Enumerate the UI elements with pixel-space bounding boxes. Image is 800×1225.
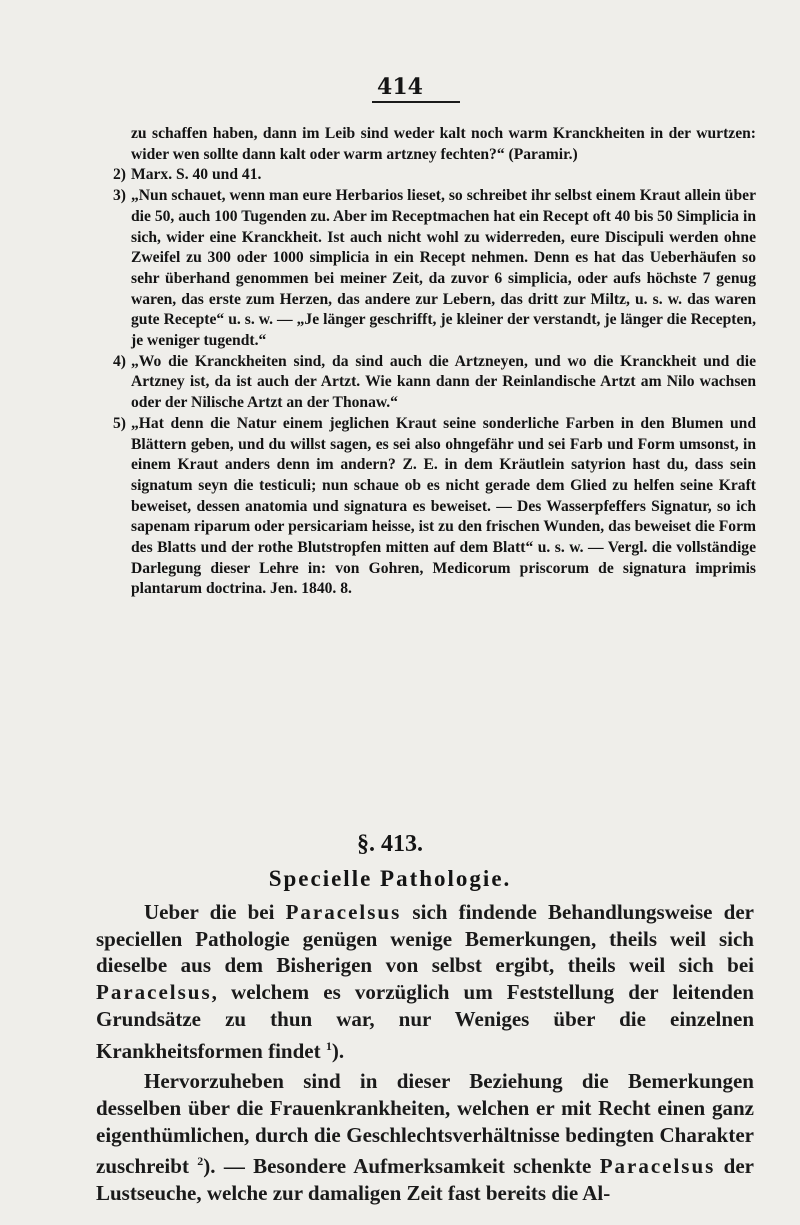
author-name: Paracelsus <box>285 900 402 924</box>
footnote-number: 4) <box>113 352 126 370</box>
paragraph-1 <box>96 899 754 1064</box>
footnote-number: 5) <box>113 414 126 432</box>
footnote-2 <box>113 165 756 186</box>
text-run: , welchem es vorzüglich um Feststellung der leitenden Grundsätze zu thun war, nur Weniges über die einzelnen Krankheitsformen findet <box>96 980 754 1063</box>
footnote-text: zu schaffen haben, dann im Leib sind weder kalt noch warm Kranckheiten in der wurtzen: wider wen sollte dann kalt oder warm artzney fechten?“ (Paramir.) <box>131 125 756 163</box>
footnote-3 <box>113 186 756 352</box>
footnote-text: „Hat denn die Natur einem jeglichen Kraut seine sonderliche Farben in den Blumen und Blättern geben, und du willst sagen, es sei also ohngefähr und sei Farb und Form umsonst, in einem Kraut anders denn im andern? Z. E. in dem Kräutlein satyrion hast du, dass sein signatum seyn die testiculi; nun schaue ob es nicht gerade dem Glied zu helfen seine Kraft beweiset, dessen anatomia und signatura es beweiset. — Des Wasserpfeffers Signatur, so ich sapenam riparum oder persicariam heisse, ist zu den frischen Wunden, das beweiset die Form des Blatts und der rothe Blutstropfen mitten auf dem Blatt“ u. s. w. — Vergl. die vollständige Darlegung dieser Lehre in: von Gohren, Medicorum priscorum de signatura imprimis plantarum doctrina. Jen. 1840. 8. <box>131 414 756 598</box>
footnote-ref: 2 <box>197 1154 204 1169</box>
section-title: Specielle Pathologie. <box>268 866 512 891</box>
author-name: Paracelsus <box>599 1154 716 1179</box>
footnote-ref: 1 <box>325 1038 332 1053</box>
footnote-text: „Wo die Kranckheiten sind, da sind auch die Artzneyen, und wo die Kranckheit und die Artzney ist, da ist auch der Artzt. Wie kann dann der Reinlandische Artzt am Nilo wachsen oder der Nilische Artzt an der Thonaw.“ <box>131 352 756 412</box>
text-run: ). — Besondere Aufmerksamkeit schenkte <box>203 1154 600 1179</box>
text-run: der Lustseuche, welche zur damaligen Zeit fast bereits die Al- <box>96 1154 754 1206</box>
section-number: §. 413. <box>357 831 423 857</box>
text-run: Hervorzuheben sind in dieser Beziehung die Bemerkungen desselben über die Frauenkrankheiten, welchen er mit Recht einen ganz eigenthümlichen, durch die Geschlechtsverhältnisse bedingten Charakter zuschreibt <box>96 1069 754 1179</box>
text-run: Ueber die bei <box>144 900 286 924</box>
header-rule <box>372 101 460 103</box>
footnote-continuation <box>131 124 756 165</box>
page-number: 414 <box>377 74 423 100</box>
paragraph-2 <box>96 1068 754 1207</box>
text-run: ). <box>331 1038 345 1063</box>
footnote-number: 2) <box>113 166 126 184</box>
text-run: sich findende Behandlungsweise der speciellen Pathologie genügen wenige Bemerkungen, theils weil sich dieselbe aus dem Bisherigen von selbst ergibt, theils weil sich bei <box>96 900 754 978</box>
footnotes <box>113 124 756 600</box>
author-name: Paracelsus <box>96 980 212 1005</box>
main-text <box>96 899 754 1207</box>
footnote-number: 3) <box>113 187 126 205</box>
footnote-5 <box>113 414 756 600</box>
footnote-text: „Nun schauet, wenn man eure Herbarios lieset, so schreibet ihr selbst einem Kraut allein über die 50, auch 100 Tugenden zu. Aber im Receptmachen hat ein Recept oft 40 bis 50 Simplicia in sich, wider eine Kranckheit. Ist auch nicht wohl zu widerreden, eure Discipuli werden ohne Zweifel zu 300 oder 1000 simplicia in ein Recept nehmen. Denn es hat das Ueberhäufen so sehr überhand genommen bei meiner Zeit, da zuvor 6 simplicia, oder aufs höchste 7 genug waren, das erste zum Herzen, das andere zur Lebern, das dritt zur Miltz, u. s. w. das waren gute Recepte“ u. s. w. — „Je länger geschrifft, je kleiner der verstandt, je länger die Recepten, je weniger tugendt.“ <box>131 187 756 350</box>
footnote-text: Marx. S. 40 und 41. <box>131 166 262 184</box>
footnote-4 <box>113 352 756 414</box>
